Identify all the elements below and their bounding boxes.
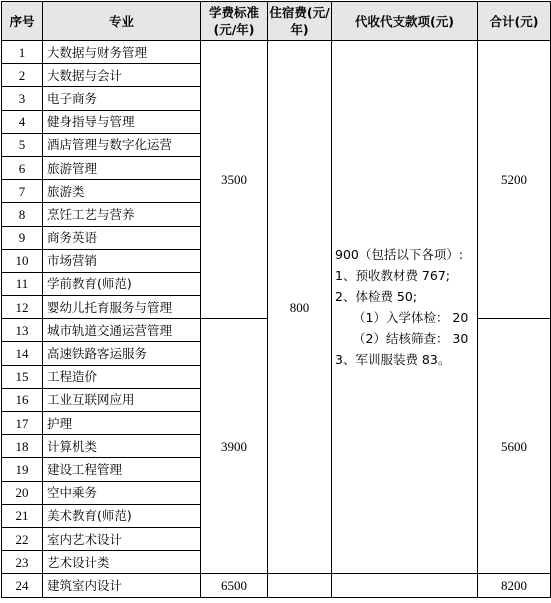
major-name: 酒店管理与数字化运营 (43, 133, 201, 156)
collected-fees-empty (332, 574, 478, 597)
row-index: 1 (2, 41, 43, 64)
major-name: 工业互联网应用 (43, 388, 201, 411)
major-name: 计算机类 (43, 435, 201, 458)
row-index: 19 (2, 458, 43, 481)
major-name: 大数据与会计 (43, 64, 201, 87)
row-index: 20 (2, 481, 43, 504)
tuition-cell: 6500 (201, 574, 268, 597)
major-name: 美术教育(师范) (43, 504, 201, 527)
major-name: 城市轨道交通运营管理 (43, 319, 201, 342)
fee-line: 2、体检费 50; (335, 289, 418, 305)
row-index: 13 (2, 319, 43, 342)
major-name: 建设工程管理 (43, 458, 201, 481)
header-total: 合计(元) (478, 2, 551, 41)
row-index: 3 (2, 87, 43, 110)
header-row (2, 2, 551, 41)
header-major: 专业 (43, 2, 201, 41)
row-index: 22 (2, 527, 43, 550)
total-cell: 5200 (478, 41, 551, 319)
total-cell: 5600 (478, 319, 551, 574)
total-cell: 8200 (478, 574, 551, 597)
fee-line: 1、预收教材费 767; (335, 268, 450, 284)
row-index: 15 (2, 365, 43, 388)
row-index: 2 (2, 64, 43, 87)
major-name: 学前教育(师范) (43, 272, 201, 295)
table-row (2, 41, 551, 64)
fee-table (1, 1, 551, 598)
header-idx: 序号 (2, 2, 43, 41)
collected-fees-cell (332, 41, 478, 574)
major-name: 电子商务 (43, 87, 201, 110)
row-index: 23 (2, 551, 43, 574)
fee-line: 900（包括以下各项）: (335, 247, 464, 263)
major-name: 空中乘务 (43, 481, 201, 504)
row-index: 5 (2, 133, 43, 156)
header-tuition: 学费标准(元/年) (201, 2, 268, 41)
row-index: 7 (2, 180, 43, 203)
fee-line: （1）入学体检： 20 (353, 310, 469, 326)
row-index: 21 (2, 504, 43, 527)
row-index: 8 (2, 203, 43, 226)
major-name: 旅游管理 (43, 156, 201, 179)
row-index: 12 (2, 296, 43, 319)
major-name: 婴幼儿托育服务与管理 (43, 296, 201, 319)
dorm-fee-empty (268, 574, 332, 597)
major-name: 艺术设计类 (43, 551, 201, 574)
row-index: 6 (2, 156, 43, 179)
tuition-cell: 3500 (201, 41, 268, 319)
row-index: 18 (2, 435, 43, 458)
major-name: 室内艺术设计 (43, 527, 201, 550)
row-index: 10 (2, 249, 43, 272)
row-index: 16 (2, 388, 43, 411)
major-name: 护理 (43, 412, 201, 435)
major-name: 建筑室内设计 (43, 574, 201, 597)
fee-line: （2）结核筛查： 30 (353, 331, 469, 347)
header-dorm: 住宿费(元/年) (268, 2, 332, 41)
major-name: 高速铁路客运服务 (43, 342, 201, 365)
major-name: 商务英语 (43, 226, 201, 249)
row-index: 4 (2, 110, 43, 133)
row-index: 11 (2, 272, 43, 295)
major-name: 旅游类 (43, 180, 201, 203)
row-index: 17 (2, 412, 43, 435)
row-index: 24 (2, 574, 43, 597)
major-name: 烹饪工艺与营养 (43, 203, 201, 226)
table-body (2, 41, 551, 598)
row-index: 14 (2, 342, 43, 365)
major-name: 大数据与财务管理 (43, 41, 201, 64)
major-name: 健身指导与管理 (43, 110, 201, 133)
tuition-cell: 3900 (201, 319, 268, 574)
row-index: 9 (2, 226, 43, 249)
dorm-fee-cell: 800 (268, 41, 332, 574)
table-row (2, 574, 551, 597)
major-name: 市场营销 (43, 249, 201, 272)
header-fees: 代收代支款项(元) (332, 2, 478, 41)
major-name: 工程造价 (43, 365, 201, 388)
fee-line: 3、军训服装费 83。 (335, 352, 451, 368)
